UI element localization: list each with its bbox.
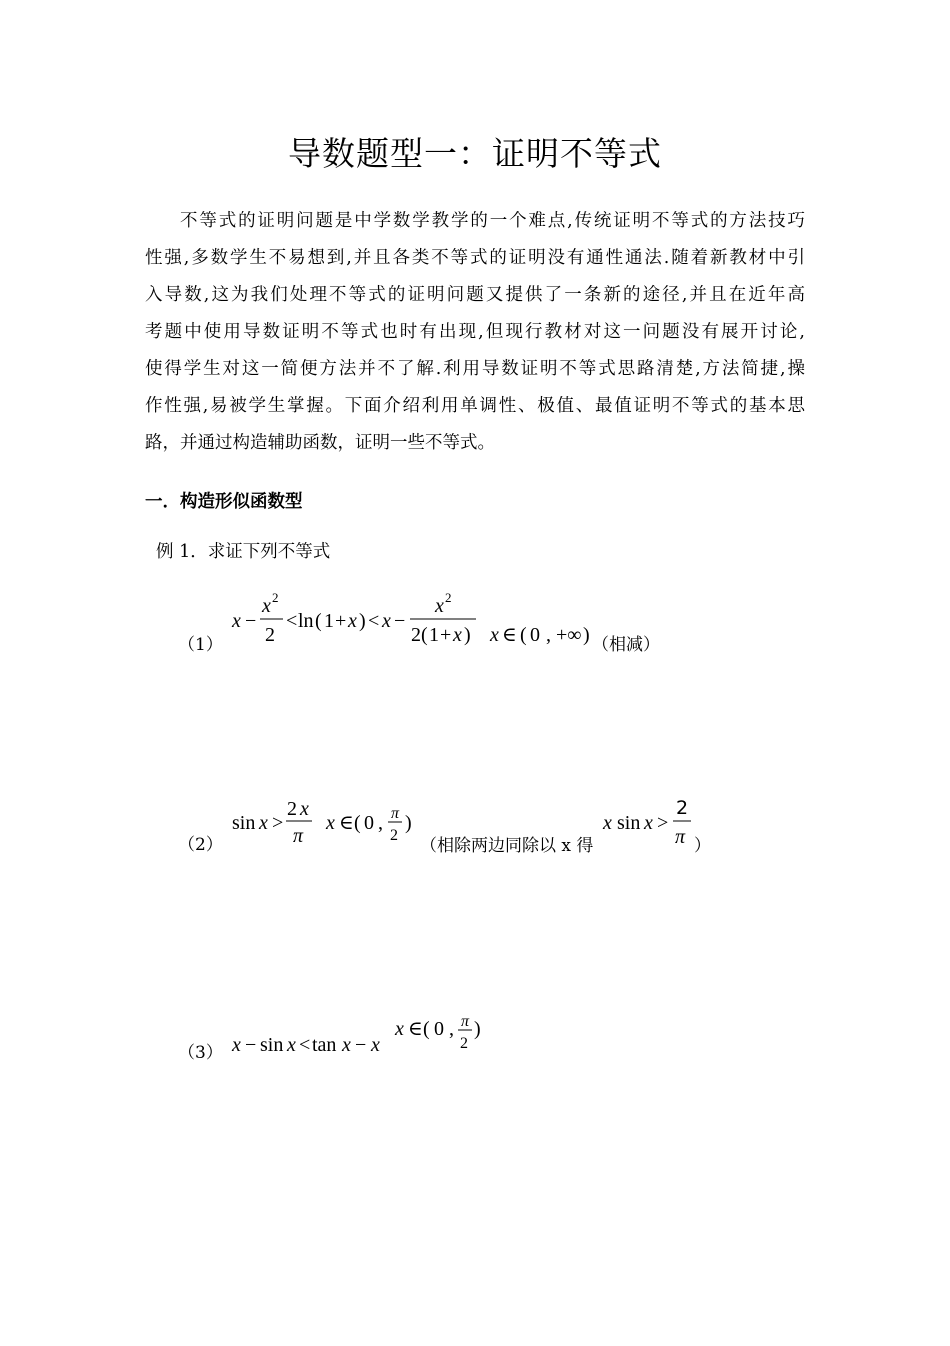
svg-text:(: ( <box>421 624 428 646</box>
svg-text:x: x <box>603 812 612 834</box>
svg-text:(: ( <box>423 1018 430 1040</box>
svg-text:∈: ∈ <box>502 624 517 646</box>
svg-text:x: x <box>287 1034 296 1056</box>
svg-text:x: x <box>342 1034 351 1056</box>
svg-text:1: 1 <box>324 610 334 632</box>
section-heading: 一．构造形似函数型 <box>145 492 303 512</box>
svg-text:x: x <box>232 610 241 632</box>
svg-text:2: 2 <box>272 590 279 605</box>
intro-line: 入导数,这为我们处理不等式的证明问题又提供了一条新的途径,并且在近年高 <box>145 285 805 305</box>
svg-text:2: 2 <box>287 798 297 820</box>
svg-text:π: π <box>461 1013 470 1030</box>
svg-text:+∞: +∞ <box>556 624 582 646</box>
svg-text:): ) <box>405 812 412 834</box>
page-title: 导数题型一：证明不等式 <box>288 134 662 173</box>
svg-text:sin: sin <box>232 812 256 834</box>
svg-text:2: 2 <box>676 797 689 819</box>
svg-text:π: π <box>293 825 304 847</box>
formula-2-aux <box>601 796 701 856</box>
svg-text:∈: ∈ <box>408 1018 423 1040</box>
svg-text:2: 2 <box>411 624 421 646</box>
svg-text:>: > <box>272 812 284 834</box>
svg-text:x: x <box>300 798 309 820</box>
svg-text:2: 2 <box>460 1035 468 1052</box>
svg-text:2: 2 <box>445 590 452 605</box>
svg-text:−: − <box>245 610 257 632</box>
svg-text:x: x <box>259 812 268 834</box>
svg-text:sin: sin <box>260 1034 284 1056</box>
svg-text:,: , <box>546 624 551 646</box>
svg-text:−: − <box>394 610 406 632</box>
svg-text:x: x <box>326 812 335 834</box>
item-note-close: ） <box>694 836 711 856</box>
svg-text:<: < <box>368 610 380 632</box>
svg-text:+: + <box>440 624 452 646</box>
svg-text:,: , <box>449 1018 454 1040</box>
svg-text:x: x <box>395 1018 404 1040</box>
svg-text:x: x <box>435 595 444 617</box>
intro-line: 性强,多数学生不易想到,并且各类不等式的证明没有通性通法.随着新教材中引 <box>145 248 805 268</box>
item-number: （1） <box>178 635 223 655</box>
svg-text:): ) <box>474 1018 481 1040</box>
svg-text:x: x <box>371 1034 380 1056</box>
intro-paragraph <box>145 203 805 462</box>
svg-text:x: x <box>232 1034 241 1056</box>
svg-text:0: 0 <box>530 624 540 646</box>
svg-text:0: 0 <box>364 812 374 834</box>
item-number: （3） <box>178 1043 223 1063</box>
formula-2 <box>228 796 428 856</box>
svg-text:(: ( <box>315 610 322 632</box>
intro-line: 路，并通过构造辅助函数，证明一些不等式。 <box>145 433 495 453</box>
svg-text:x: x <box>644 812 653 834</box>
item-note: （相减） <box>592 635 660 655</box>
svg-text:<: < <box>286 610 298 632</box>
svg-text:x: x <box>453 624 462 646</box>
svg-text:−: − <box>245 1034 257 1056</box>
svg-text:1: 1 <box>429 624 439 646</box>
svg-text:): ) <box>359 610 366 632</box>
item-number: （2） <box>178 835 223 855</box>
intro-line: 作性强,易被学生掌握。下面介绍利用单调性、极值、最值证明不等式的基本思 <box>145 396 805 416</box>
svg-text:>: > <box>657 812 669 834</box>
intro-line: 不等式的证明问题是中学数学教学的一个难点,传统证明不等式的方法技巧 <box>180 211 805 231</box>
example-label: 例 1．求证下列不等式 <box>156 542 331 562</box>
svg-text:x: x <box>262 595 271 617</box>
svg-text:x: x <box>382 610 391 632</box>
svg-text:−: − <box>355 1034 367 1056</box>
svg-text:(: ( <box>520 624 527 646</box>
svg-text:2: 2 <box>390 827 398 844</box>
svg-text:x: x <box>490 624 499 646</box>
svg-text:,: , <box>378 812 383 834</box>
svg-text:2: 2 <box>265 624 275 646</box>
svg-text:sin: sin <box>617 812 641 834</box>
intro-line: 考题中使用导数证明不等式也时有出现,但现行教材对这一问题没有展开讨论, <box>145 322 805 342</box>
svg-text:ln: ln <box>298 610 314 632</box>
svg-text:<: < <box>299 1034 311 1056</box>
svg-text:+: + <box>335 610 347 632</box>
item-note: （相除两边同除以 x 得 <box>420 836 594 856</box>
formula-3 <box>228 1010 498 1070</box>
svg-text:x: x <box>348 610 357 632</box>
svg-text:): ) <box>583 624 590 646</box>
svg-text:0: 0 <box>434 1018 444 1040</box>
svg-text:): ) <box>464 624 471 646</box>
svg-text:(: ( <box>354 812 361 834</box>
svg-text:tan: tan <box>312 1034 337 1056</box>
intro-line: 使得学生对这一简便方法并不了解.利用导数证明不等式思路清楚,方法简捷,操 <box>145 359 805 379</box>
formula-1 <box>228 590 608 660</box>
svg-text:π: π <box>675 826 686 848</box>
svg-text:∈: ∈ <box>339 812 354 834</box>
svg-text:π: π <box>391 805 400 822</box>
